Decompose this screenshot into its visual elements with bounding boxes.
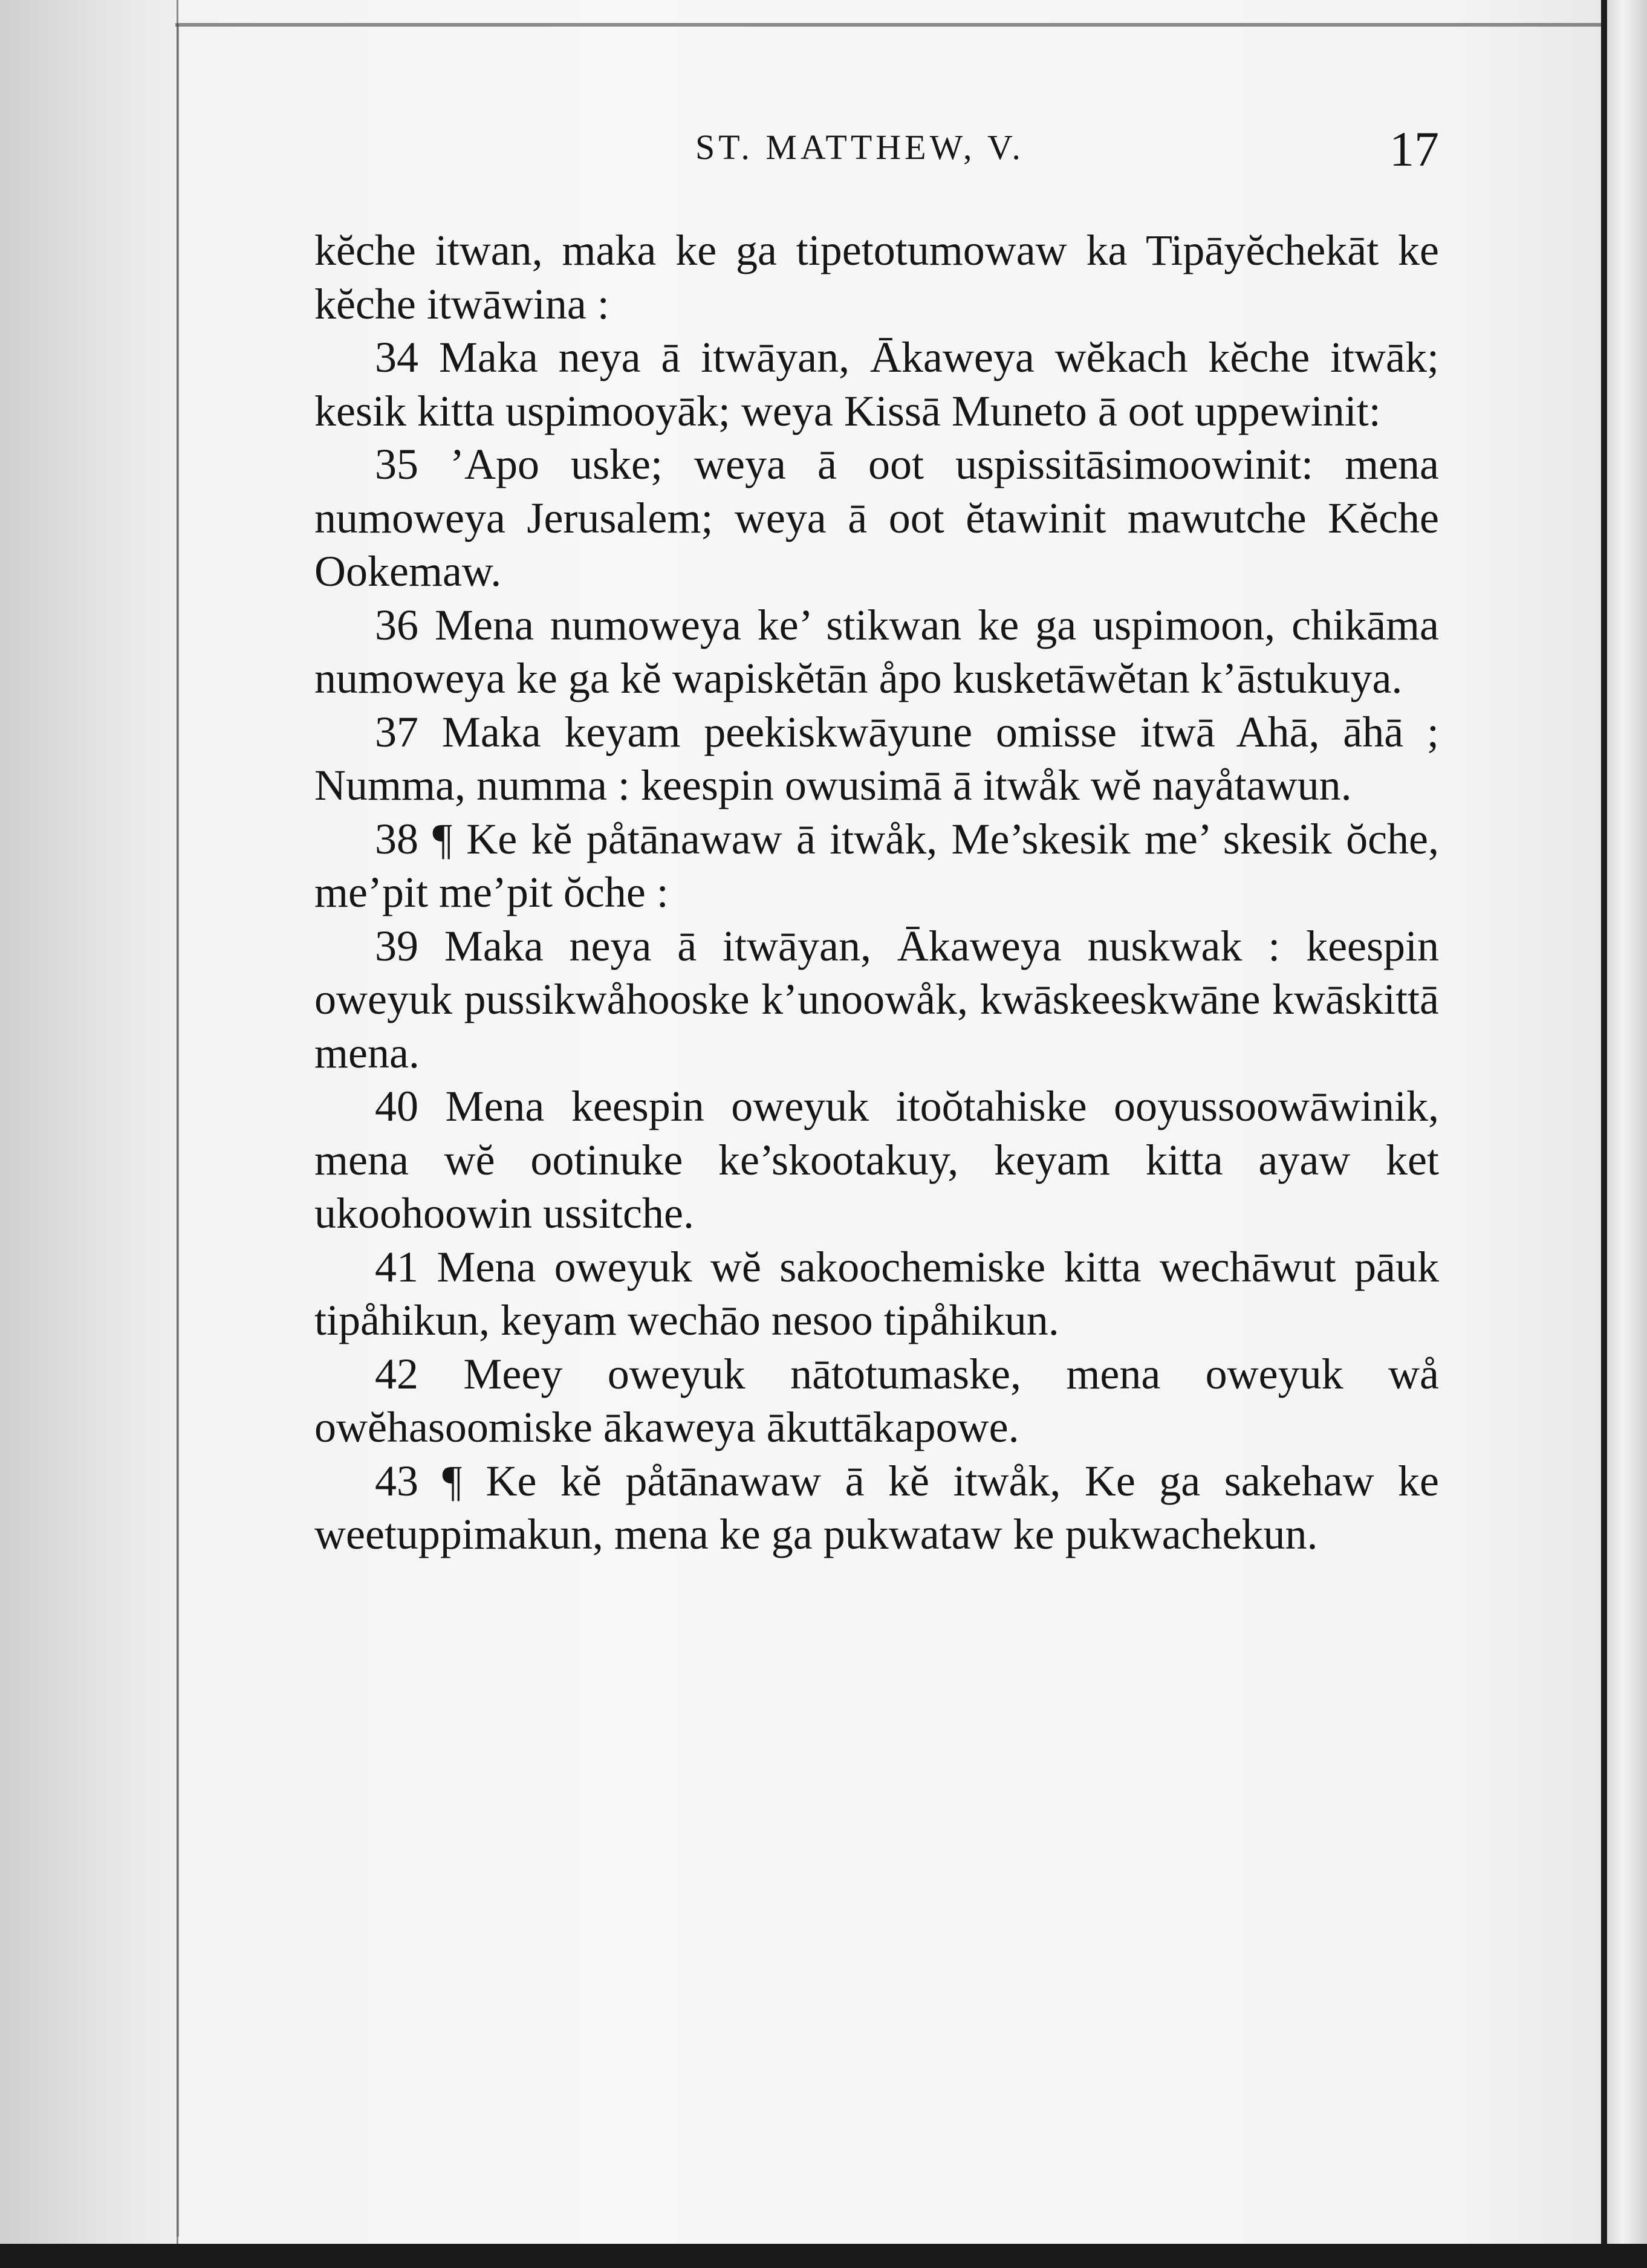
next-page-edge: [1607, 0, 1647, 2268]
previous-page-edge: [0, 0, 178, 2268]
paragraph-continuation: kĕche itwan, maka ke ga tipetotumowaw ka Tipāyĕchekāt ke kĕche itwāwina :: [314, 226, 1439, 328]
page-number: 17: [1389, 122, 1439, 177]
verse-43: 43 ¶ Ke kĕ påtānawaw ā kĕ itwåk, Ke ga sakehaw ke weetuppimakun, mena ke ga pukwataw ke pukwachekun.: [314, 1456, 1439, 1558]
right-edge-line: [1601, 0, 1607, 2268]
bottom-edge: [0, 2244, 1647, 2268]
verse-39: 39 Maka neya ā itwāyan, Ākaweya nuskwak : keespin oweyuk pussikwåhooske k’unoowåk, kwāskeeskwāne kwāskittā mena.: [314, 921, 1439, 1077]
running-head: [314, 109, 1439, 193]
top-edge-line: [175, 23, 1614, 27]
verse-35: 35 ’Apo uske; weya ā oot uspissitāsimoowinit: mena numoweya Jerusalem; weya ā oot ĕtawinit mawutche Kĕche Ookemaw.: [314, 440, 1439, 595]
body-text: [314, 224, 1439, 1561]
verse-42: 42 Meey oweyuk nātotumaske, mena oweyuk wå owĕhasoomiske ākaweya ākuttākapowe.: [314, 1349, 1439, 1451]
gutter-line: [177, 24, 179, 2237]
verse-38: 38 ¶ Ke kĕ påtānawaw ā itwåk, Me’skesik me’ skesik ŏche, me’pit me’pit ŏche :: [314, 814, 1439, 916]
page-text-block: [314, 109, 1439, 1561]
verse-41: 41 Mena oweyuk wĕ sakoochemiske kitta wechāwut pāuk tipåhikun, keyam wechāo nesoo tipåhikun.: [314, 1242, 1439, 1344]
verse-36: 36 Mena numoweya ke’ stikwan ke ga uspimoon, chikāma numoweya ke ga kĕ wapiskĕtān åpo kusketāwĕtan k’āstukuya.: [314, 600, 1439, 702]
verse-37: 37 Maka keyam peekiskwāyune omisse itwā Ahā, āhā ; Numma, numma : keespin owusimā ā itwåk wĕ nayåtawun.: [314, 707, 1439, 809]
running-title: ST. MATTHEW, V.: [695, 128, 1024, 167]
verse-40: 40 Mena keespin oweyuk itoŏtahiske ooyussoowāwinik, mena wĕ ootinuke ke’skootakuy, keyam kitta ayaw ket ukoohoowin ussitche.: [314, 1082, 1439, 1237]
verse-34: 34 Maka neya ā itwāyan, Ākaweya wĕkach kĕche itwāk; kesik kitta uspimooyāk; weya Kissā Muneto ā oot uppewinit:: [314, 333, 1439, 435]
